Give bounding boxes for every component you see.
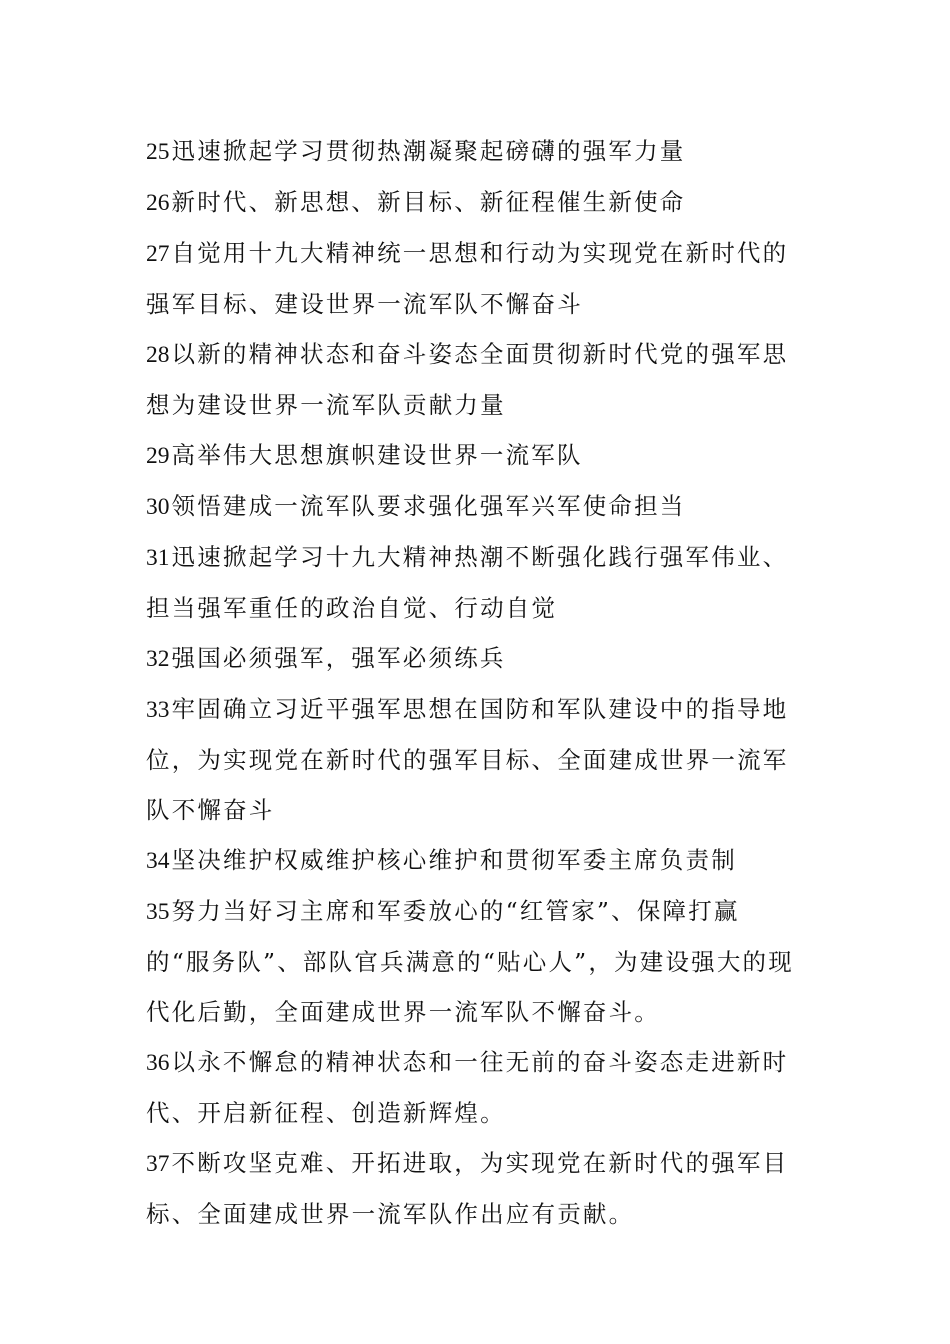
item-number: 29 (146, 443, 170, 469)
list-item (146, 633, 796, 684)
item-text: 努力当好习主席和军委放心的“红管家”、保障打赢的“服务队”、部队官兵满意的“贴心人”，为建设强大的现代化后勤，全面建成世界一流军队不懈奋斗。 (146, 897, 794, 1026)
list-item (146, 684, 796, 835)
item-number: 33 (146, 697, 170, 723)
item-number: 30 (146, 494, 170, 520)
item-number: 28 (146, 342, 170, 368)
slogan-list (146, 126, 796, 1239)
list-item (146, 329, 796, 430)
item-number: 35 (146, 899, 170, 925)
list-item (146, 886, 796, 1037)
list-item (146, 835, 796, 886)
item-text: 不断攻坚克难、开拓进取，为实现党在新时代的强军目标、全面建成世界一流军队作出应有贡献。 (146, 1149, 789, 1228)
item-text: 迅速掀起学习贯彻热潮凝聚起磅礴的强军力量 (171, 137, 686, 165)
item-number: 27 (146, 241, 170, 267)
list-item (146, 1138, 796, 1239)
list-item (146, 430, 796, 481)
item-text: 牢固确立习近平强军思想在国防和军队建设中的指导地位，为实现党在新时代的强军目标、全面建成世界一流军队不懈奋斗 (146, 695, 789, 824)
list-item (146, 481, 796, 532)
item-text: 强国必须强军，强军必须练兵 (171, 644, 506, 672)
item-text: 新时代、新思想、新目标、新征程催生新使命 (171, 188, 686, 216)
item-text: 迅速掀起学习十九大精神热潮不断强化践行强军伟业、担当强军重任的政治自觉、行动自觉 (146, 543, 789, 622)
list-item (146, 177, 796, 228)
item-number: 32 (146, 646, 170, 672)
item-number: 36 (146, 1050, 170, 1076)
item-text: 高举伟大思想旗帜建设世界一流军队 (171, 441, 583, 469)
item-number: 34 (146, 848, 170, 874)
item-number: 25 (146, 139, 170, 165)
list-item (146, 126, 796, 177)
list-item (146, 228, 796, 329)
item-text: 自觉用十九大精神统一思想和行动为实现党在新时代的强军目标、建设世界一流军队不懈奋斗 (146, 239, 789, 318)
item-number: 26 (146, 190, 170, 216)
list-item (146, 1037, 796, 1138)
item-text: 以永不懈怠的精神状态和一往无前的奋斗姿态走进新时代、开启新征程、创造新辉煌。 (146, 1048, 789, 1127)
item-number: 31 (146, 545, 170, 571)
item-number: 37 (146, 1151, 170, 1177)
item-text: 以新的精神状态和奋斗姿态全面贯彻新时代党的强军思想为建设世界一流军队贡献力量 (146, 340, 789, 419)
item-text: 领悟建成一流军队要求强化强军兴军使命担当 (171, 492, 686, 520)
list-item (146, 532, 796, 633)
item-text: 坚决维护权威维护核心维护和贯彻军委主席负责制 (171, 846, 737, 874)
